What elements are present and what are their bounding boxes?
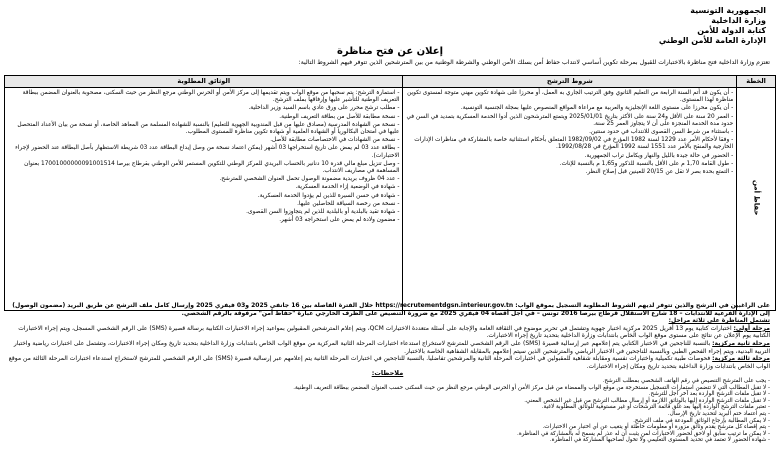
note-item: - تعتبر ملفات الترشح الواردة إليها بعد غلق قائمة الترشحات أو غير مستوفية للوثائق المطلوبة لاغية. [541,404,770,411]
note-item: - لا تقبل ملفات الترشح الواردة إليها بالوثائق اللازمة أو إرسال مطالب الترشح من قبل غير الشخص المعني. [524,397,770,404]
stage-2-text: بالنسبة للناجحين في الاختبار الكتابي يتم إعلامهم عبر إرسالية قصيرة (SMS) على الرقم الشخصي للمترشح لاستخراج استدعاء اختبارات المرحلة الثانية المركزية من موقع الواب الخاص بانتدابات وزارة الداخلية بتحديد تاريخ ومكان إجراء الاختبارات، وتشتمل على اختبارات رياضية واختبار التربية البدنية، ويتم إجراء الفحص الطبي وبالنسبة للناجحين في الاختبار الرياضي والمترشحين الذين سيتم إعلامهم بالمقابلة الشفاهية الخاصة بالاختبار. [13,339,770,355]
header-line: وزارة الداخلية [711,16,766,25]
note-item: - لا تقبل ملفات الترشح الواردة بعد آخر أجل للترشح. [648,391,770,398]
document-item: - استمارة الترشح: يتم سحبها من موقع الواب ويتم تقديمها إلى مركز الأمن أو الحرس الوطني مرجع النظر من حيث السكنى، مصحوبة بالعنوان المضمن ببطاقة التعريف الوطنية للتأشير عليها وإرفاقها بملف الترشح. [22,90,400,104]
note-item: - لا يمكن ما ترتيب سابق أو لاحق لحضور الاختبارات لمن يثبت أن له عذر لم يسمح له بالمشاركة في المناظرة. [517,430,770,437]
document-item: - مطلب ترشح محرر على ورق عادي باسم السيد وزير الداخلية. [248,105,400,112]
stage-2 [5,340,770,355]
header-line: الإدارة العامة للأمن الوطني [658,36,766,45]
condition-item: - طول القامة 1,70 م على الأقل بالنسبة للذكور و1,65 م بالنسبة للإناث. [559,160,734,167]
condition-item: - العمر 20 سنة على الأقل و24 سنة على الأكثر بتاريخ 2025/01/01 ويتمتع المترشحون الذين أدوا الخدمة العسكرية بتمديد في السن في حدود مدة الخدمة المنجزة على أن لا يتجاوز العمر 25 سنة. [406,113,734,127]
document-item: - نسخة من رخصة السياقة للحاصلين عليها. [297,200,400,207]
header-line: الجمهورية التونسية [690,6,766,15]
document-item: - وصل تنزيل مبلغ مالي قدره 10 دنانير بالحساب البريدي للمركز الوطني للتكوين المستمر للأمن الوطني بقرطاج بيرصا 17001000000091001514 بعنوان المساهمة في مصاريف الانتداب. [24,160,400,175]
document-item: - شهادة في حسن السيرة للذين لم يؤدوا الخدمة العسكرية. [257,192,400,199]
stage-1-label: مرحلة أولى: [733,324,770,332]
stage-3 [5,355,770,370]
header-specialty: الخطة [737,76,776,88]
specialty-cell [737,88,776,311]
table-header-row [5,76,776,88]
conditions-cell [403,88,737,311]
page-title: إعلان عن فتح مناظرة [336,46,444,57]
note-item: - لا يمكن المطالبة بإرجاع الوثائق المودعة في ملف الترشح. [633,417,770,424]
header-line: كتابة الدولة للأمن [697,26,766,35]
procedure-section [5,302,770,444]
registration-paragraph: على الراغبين في الترشح والذين تتوفر لديهم الشروط المطلوبة التسجيل بموقع الواب: https://recrutementdgsn.interieur.gov.tn خلال الفترة الفاصلة بين 16 جانفي 2025 و03 فيفري 2025 وإرسال كامل ملف الترشح عن طريق البريد (مضمون الوصول) إلى الإدارة الفرعية للانتدابات – 18 شارع الاستقلال قرطاج بيرصا 2016 تونس – في أجل أقصاه 04 فيفري 2025 مع ضرورة التنصيص على الظرف الخارجي عبارة "حفاظ أمن" مرفوقة بالرقم الشخصي. [12,302,770,317]
note-item: - يتم اعتماد ختم البريد لتحديد تاريخ الإرسال. [667,410,770,417]
document-item: - نسخة مطابقة للأصل من بطاقة التعريف الوطنية. [279,113,400,120]
document-item: - بطاقة عدد 03 لم يمض على تاريخ استخراجها 03 أشهر (يمكن اعتماد نسخة من وصل إيداع البطاقة عدد 03 شريطة الاستظهار بأصل البطاقة عند الحضور لإجراء الاختبارات). [15,145,400,159]
condition-item: - وفقا لأحكام الأمر عدد 1229 لسنة 1982 المؤرخ في 1982/09/02 المتعلق بأحكام استثنائية خاصة بالمشاركة في مناظرات الإدارات الخارجية والمنقح بالأمر عدد 1551 لسنة 1992 المؤرخ في 1992/08/28. [414,137,734,151]
document-item: - شهادة تقيد بالبلدية أو بالبلدية للذين لم يتجاوزوا السن القصوى. [246,209,400,216]
table-row [5,88,776,311]
condition-item: - الحضور في حالة جيدة بالليل والنهار ويكامل تراب الجمهورية. [584,152,734,159]
stages-title: تشتمل المناظرة على ثلاثة مراحل: [668,317,770,325]
intro-paragraph: تعتزم وزارة الداخلية فتح مناظرة بالاختبارات للقبول بمرحلة تكوين أساسي لانتداب حفاظ أمن بسلك الأمن الوطني والشرطة الوطنية من بين المترشحين الذين تتوفر فيهم الشروط التالية: [298,59,770,66]
document-item: - شهادة في الوضعية إزاء الخدمة العسكرية. [295,184,400,191]
note-item: - شهادة الحضور لا تعتمد في تحديد المستوى التعليمي ولا تخول لصاحبها المشاركة في المناظرة. [549,437,770,444]
document-item: - مضمون ولادة لم يمض على استخراجه 03 أشهر. [279,217,400,224]
note-item: - يجب على المترشح التنصيص في رقم الهاتف الشخصي بمطلب الترشح. [602,377,770,384]
note-item: - يتم إقصاء كل مترشح يقدم وثائق مزورة أو معلومات خاطئة أو يتغيب عن أي اختبار من الاختبارات. [542,424,770,431]
note-item: - لا تقبل المطالب التي لا تتضمن استمارات التسجيل مستخرجة من موقع الواب والممضاة من قبل مركز الأمن أو الحرس الوطني مرجع النظر من حيث السكنى حسب العنوان المضمن ببطاقة التعريف الوطنية. [293,384,770,391]
stage-1 [5,325,770,340]
ministry-header [606,6,766,46]
stage-3-label: مرحلة ثالثة مركزية: [712,355,770,363]
stage-3-text: فحوصات طبية تكميلية واختبارات نفسية ومقابلة شفاهية للمقبولين في اختبارات المرحلة الثانية والمرشحين تفاضليا. بالنسبة للناجحين في اختبارات المرحلة الثانية يتم إعلامهم عبر إرسالية قصيرة (SMS) على الرقم الشخصي للمترشح لاستخراج استدعاء اختبارات المرحلة الثالثة من موقع الواب الخاص بانتدابات وزارة الداخلية بتحديد تاريخ ومكان إجراء الاختبارات. [8,355,770,370]
header-documents: الوثائق المطلوبة [5,76,403,88]
document-item: - عدد 04 ظروف بريدية مضمونة الوصول تحمل العنوان الشخصي للمترشح. [219,176,400,183]
condition-item: - أن يكون قد أتم السنة الرابعة من التعليم الثانوي وفق الترتيب الجاري به العمل، أو محرزا على شهادة تكوين مهني متوجة لمستوى تكوين مناظرة لهذا المستوى. [407,90,734,104]
stage-1-text: اختبارات كتابية يوم 13 أفريل 2025 مركزية اختبار جهوية وتشتمل في تحرير موضوع في الثقافة العامة والإجابة على أسئلة متعددة الاختيارات QCM، ويتم إعلام المترشحين المقبولين بمواعيد إجراء الاختبارات الكتابية برسالة قصيرة (SMS) على الرقم الشخصي المسجل، ويتم إجراء الاختبارات الكتابية يوم الإعلان عن نتائج على مستوى موقع الواب الخاص بانتدابات وزارة الداخلية بتحديد تاريخ إجراء الاختبارات. [18,324,770,340]
condition-item: - التمتع بحدة بصر لا تقل عن 20/15 للعينين قبل إصلاح النظر. [585,169,734,176]
specialty-label: حفاظ أمن [752,179,761,216]
header-conditions: شروط الترشح [403,76,737,88]
requirements-table [4,75,776,311]
condition-item: - أن يكون محرزا على مستوى اللغة الإنجليزية والعربية مع مراعاة المواقع المنصوص عليها بمجلة الجنسية التونسية. [460,105,734,112]
notes-title: ملاحظات: [371,369,404,378]
stage-2-label: مرحلة ثانية مركزية: [712,339,770,347]
document-item: - نسخة من الشهادات في الاختصاصات مطابقة للأصل. [270,137,400,144]
documents-cell [5,88,403,311]
document-item: - نسخة من الشهادة المدرسية (مصادق عليها من قبل المندوبية الجهوية للتعليم) بالنسبة للشهادة المسلمة من المعاهد الخاصة، أو نسخة من بيان الأعداد المتحصل عليها في امتحان البكالوريا أو الشهادة العلمية أو شهادة تكوين مناظرة للمستوى المطلوب. [17,121,400,136]
condition-item: - باستثناء من شرط السن القصوى للانتداب في حدود سنتين. [589,129,734,136]
